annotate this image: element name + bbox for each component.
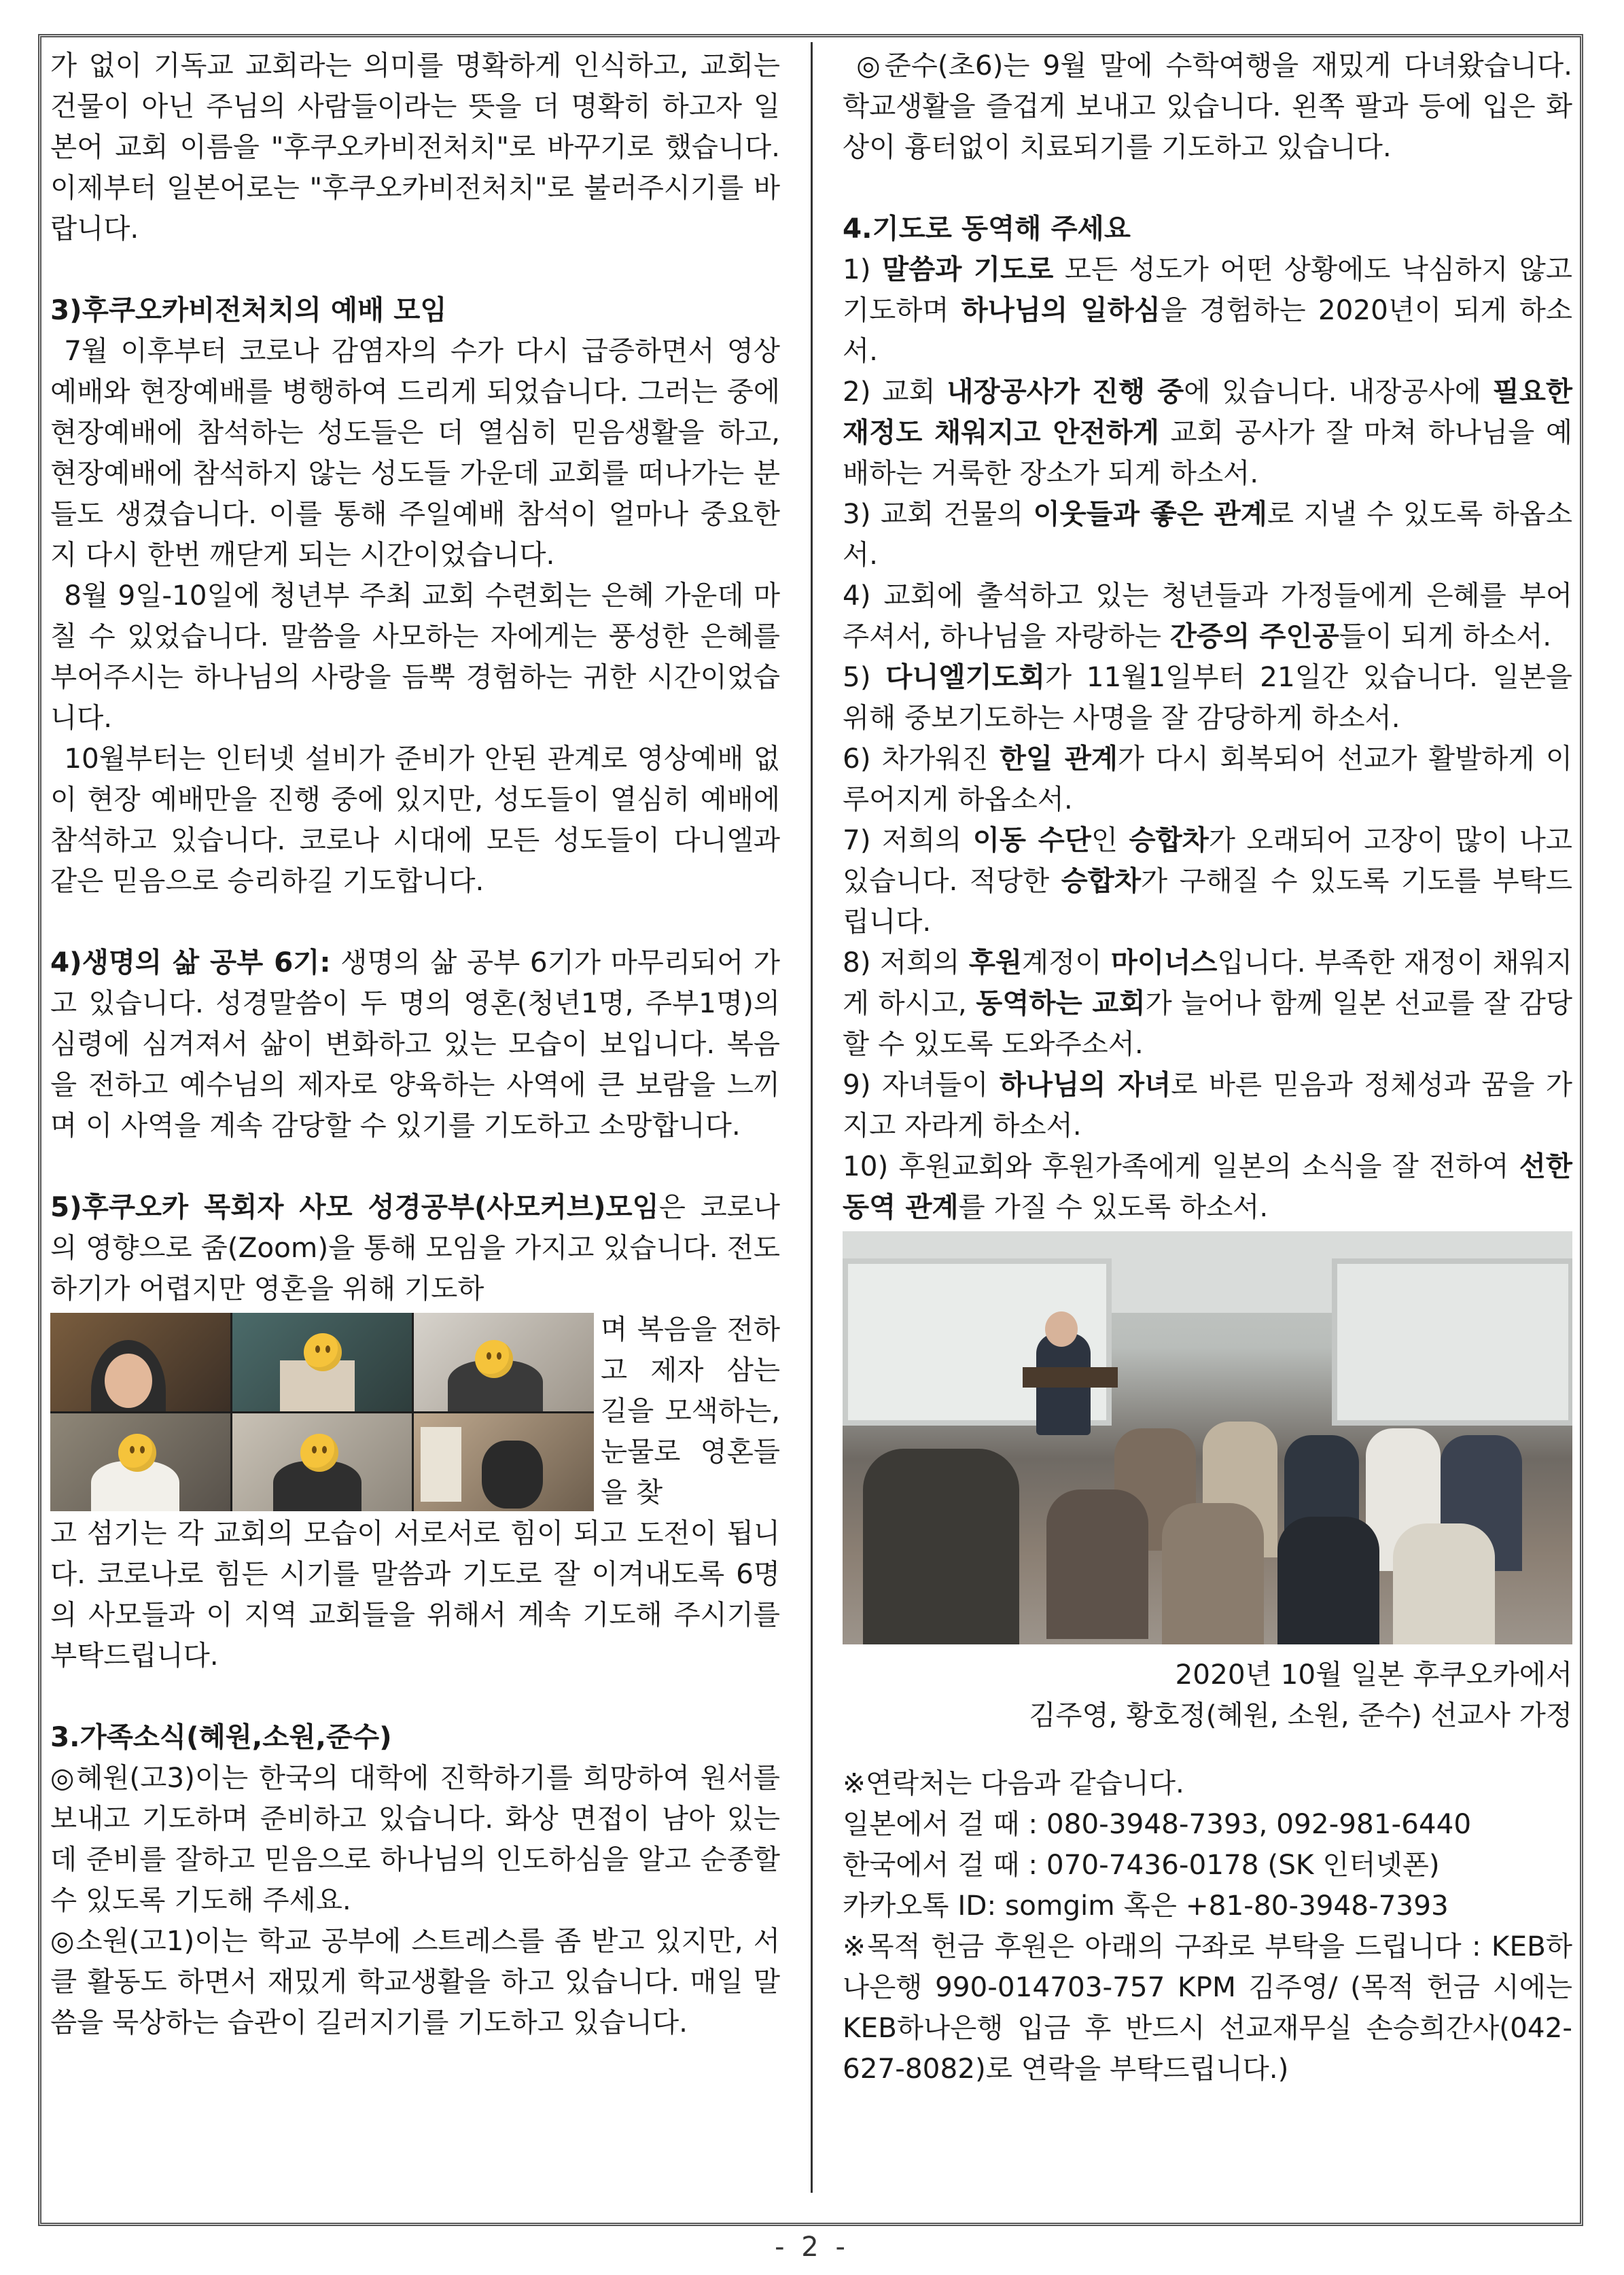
prayer-text: 9) 자녀들이 xyxy=(843,1068,1000,1101)
contact-line: 한국에서 걸 때 : 070-7436-0178 (SK 인터넷폰) xyxy=(843,1848,1440,1881)
contact-line: 카카오톡 ID: somgim 혹은 +81-80-3948-7393 xyxy=(843,1889,1449,1922)
prayer-text: 인 xyxy=(1091,824,1129,856)
column-divider xyxy=(811,42,813,2193)
prayer-emphasis: 동역하는 교회 xyxy=(976,987,1146,1019)
prayer-text: 1) xyxy=(843,253,882,285)
zoom-tile xyxy=(414,1313,594,1411)
right-column xyxy=(843,45,1572,2089)
prayer-text: 가 오래되어 고장이 많이 나고 있습니다. 적당한 xyxy=(843,824,1572,897)
prayer-text: 7) 저희의 xyxy=(843,824,973,856)
prayer-text: 3) 교회 건물의 xyxy=(843,497,1034,530)
prayer-emphasis: 간증의 주인공 xyxy=(1169,620,1339,652)
emoji-face-icon xyxy=(475,1340,513,1378)
s3-paragraph: 7월 이후부터 코로나 감염자의 수가 다시 급증하면서 영상예배와 현장예배를 병행하여 드리게 되었습니다. 그러는 중에 현장예배에 참석하는 성도들은 더 열심히 믿음생활을 하고, 현장예배에 참석하지 않는 성도들 가운데 교회를 떠나가는 분들도 생겼습니다. 이를 통해 주일예배 참석이 얼마나 중요한 지 다시 한번 깨닫게 되는 시간이었습니다. xyxy=(50,334,780,571)
prayer-text: 계정이 xyxy=(1022,946,1111,978)
prayer-emphasis: 승합차 xyxy=(1061,864,1142,897)
prayer-emphasis: 이동 수단 xyxy=(972,824,1091,856)
prayer-item xyxy=(843,493,1572,575)
zoom-meeting-photo xyxy=(50,1313,594,1511)
prayer-text: 모든 성도가 어떤 상황에도 낙심하지 않고 기도하며 xyxy=(843,253,1572,326)
s3-paragraph: 8월 9일-10일에 청년부 주최 교회 수련회는 은혜 가운데 마칠 수 있었습니다. 말씀을 사모하는 자에게는 풍성한 은혜를 부어주시는 하나님의 사랑을 듬뿍 경험하는 귀한 시간이었습니다. xyxy=(50,579,780,734)
prayer-item xyxy=(843,371,1572,493)
prayer-emphasis: 후원 xyxy=(968,946,1023,978)
zoom-tile xyxy=(50,1413,230,1512)
prayer-text: 가 다시 회복되어 선교가 활발하게 이루어지게 하옵소서. xyxy=(843,742,1572,815)
prayer-text: 입니다. 부족한 재정이 채워지게 하시고, xyxy=(843,946,1572,1019)
prayer-emphasis: 한일 관계 xyxy=(999,742,1118,775)
prayer-emphasis: 선한 동역 관계 xyxy=(843,1150,1572,1223)
emoji-face-icon xyxy=(304,1333,342,1371)
prayer-heading: 4.기도로 동역해 주세요 xyxy=(843,212,1131,245)
prayer-item xyxy=(843,738,1572,819)
section-4-text: 생명의 삶 공부 6기가 마무리되어 가고 있습니다. 성경말씀이 두 명의 영혼(청년1명, 주부1명)의 심령에 심겨져서 삶이 변화하고 있는 모습이 보입니다. 복음을 전하고 예수님의 제자로 양육하는 사역에 큰 보람을 느끼며 이 사역을 계속 감당할 수 있기를 기도하고 소망합니다. xyxy=(50,946,780,1142)
prayer-text: 10) 후원교회와 후원가족에게 일본의 소식을 잘 전하여 xyxy=(843,1150,1519,1182)
section-5-text: 은 코로나의 영향으로 줌(Zoom)을 통해 모임을 가지고 있습니다. 전도하기가 어렵지만 영혼을 위해 기도하 xyxy=(50,1191,780,1305)
s3-paragraph: 10월부터는 인터넷 설비가 준비가 안된 관계로 영상예배 없이 현장 예배만을 진행 중에 있지만, 성도들이 열심히 예배에 참석하고 있습니다. 코로나 시대에 모든 성도들이 다니엘과 같은 믿음으로 승리하길 기도합니다. xyxy=(50,742,780,897)
photo-caption-line-1: 2020년 10월 일본 후쿠오카에서 xyxy=(1175,1658,1572,1691)
page-number: - 2 - xyxy=(775,2232,849,2263)
prayer-text: 에 있습니다. 내장공사에 xyxy=(1184,375,1493,408)
prayer-item xyxy=(843,575,1572,656)
contact-line: 일본에서 걸 때 : 080-3948-7393, 092-981-6440 xyxy=(843,1807,1472,1840)
prayer-text: 로 바른 믿음과 정체성과 꿈을 가지고 자라게 하소서. xyxy=(843,1068,1572,1142)
prayer-emphasis: 다니엘기도회 xyxy=(885,660,1045,693)
prayer-text: 4) 교회에 출석하고 있는 청년들과 가정들에게 은혜를 부어 주셔서, 하나님을 자랑하는 xyxy=(843,579,1572,652)
prayer-text: 을 경험하는 2020년이 되게 하소서. xyxy=(843,294,1572,367)
prayer-item xyxy=(843,1146,1572,1227)
family-paragraph: ◎소원(고1)이는 학교 공부에 스트레스를 좀 받고 있지만, 서클 활동도 하면서 재밌게 학교생활을 하고 있습니다. 매일 말씀을 묵상하는 습관이 길러지기를 기도하고 있습니다. xyxy=(50,1924,780,2039)
prayer-text: 들이 되게 하소서. xyxy=(1339,620,1552,652)
prayer-emphasis: 내장공사가 진행 중 xyxy=(947,375,1184,408)
prayer-list xyxy=(843,249,1572,1227)
zoom-tile xyxy=(232,1413,412,1512)
prayer-text: 가 늘어나 함께 일본 선교를 잘 감당할 수 있도록 도와주소서. xyxy=(843,987,1572,1060)
prayer-text: 를 가질 수 있도록 하소서. xyxy=(958,1191,1269,1223)
prayer-emphasis: 하나님의 자녀 xyxy=(999,1068,1171,1101)
junsu-paragraph: ◎준수(초6)는 9월 말에 수학여행을 재밌게 다녀왔습니다. 학교생활을 즐겁게 보내고 있습니다. 왼쪽 팔과 등에 입은 화상이 흉터없이 치료되기를 기도하고 있습니다. xyxy=(843,49,1572,163)
section-4-heading: 4)생명의 삶 공부 6기: xyxy=(50,946,331,978)
prayer-text: 교회 공사가 잘 마쳐 하나님을 예배하는 거룩한 장소가 되게 하소서. xyxy=(843,416,1572,489)
prayer-text: 5) xyxy=(843,660,886,693)
contact-line: ※연락처는 다음과 같습니다. xyxy=(843,1767,1184,1799)
section-5-text-continued: 고 섬기는 각 교회의 모습이 서로서로 힘이 되고 도전이 됩니다. 코로나로 힘든 시기를 말씀과 기도로 잘 이겨내도록 6명의 사모들과 이 지역 교회들을 위해서 계속 기도해 주시기를 부탁드립니다. xyxy=(50,1517,780,1672)
section-4-paragraph xyxy=(50,942,780,1146)
prayer-item xyxy=(843,249,1572,371)
section-3-heading: 3)후쿠오카비전처치의 예배 모임 xyxy=(50,294,447,326)
family-paragraph: ◎혜원(고3)이는 한국의 대학에 진학하기를 희망하여 원서를 보내고 기도하며 준비하고 있습니다. 화상 면접이 남아 있는데 준비를 잘하고 믿음으로 하나님의 인도하심을 알고 순종할 수 있도록 기도해 주세요. xyxy=(50,1761,780,1916)
zoom-tile xyxy=(414,1413,594,1512)
prayer-emphasis: 승합차 xyxy=(1129,824,1209,856)
prayer-text: 6) 차가워진 xyxy=(843,742,1000,775)
zoom-tile xyxy=(232,1313,412,1411)
prayer-text: 8) 저희의 xyxy=(843,946,969,978)
prayer-text: 가 11월1일부터 21일간 있습니다. 일본을 위해 중보기도하는 사명을 잘 감당하게 하소서. xyxy=(843,660,1572,734)
prayer-emphasis: 이웃들과 좋은 관계 xyxy=(1033,497,1267,530)
zoom-meeting-block xyxy=(50,1309,780,1513)
prayer-text: 로 지낼 수 있도록 하옵소서. xyxy=(843,497,1572,571)
section-5-heading: 5)후쿠오카 목회자 사모 성경공부(사모커브)모임 xyxy=(50,1191,659,1223)
prayer-emphasis: 하나님의 일하심 xyxy=(961,294,1161,326)
prayer-item xyxy=(843,1064,1572,1146)
contact-line: ※목적 헌금 후원은 아래의 구좌로 부탁을 드립니다 : KEB하나은행 990-014703-757 KPM 김주영/ (목적 헌금 시에는 KEB하나은행 입금 후 반드시 선교재무실 손승희간사(042-627-8082)로 연락을 부탁드립니다.) xyxy=(843,1930,1572,2085)
prayer-item xyxy=(843,656,1572,738)
intro-paragraph: 가 없이 기독교 교회라는 의미를 명확하게 인식하고, 교회는 건물이 아닌 주님의 사람들이라는 뜻을 더 명확히 하고자 일본어 교회 이름을 "후쿠오카비전처치"로 바꾸기로 했습니다. 이제부터 일본어로는 "후쿠오카비전처치"로 불러주시기를 바랍니다. xyxy=(50,49,780,245)
zoom-tile xyxy=(50,1313,230,1411)
emoji-face-icon xyxy=(300,1434,338,1472)
photo-caption-line-2: 김주영, 황호정(혜원, 소원, 준수) 선교사 가정 xyxy=(1029,1699,1572,1731)
emoji-face-icon xyxy=(118,1434,156,1472)
section-5-paragraph xyxy=(50,1186,780,1309)
family-news-heading: 3.가족소식(혜원,소원,준수) xyxy=(50,1721,392,1753)
prayer-emphasis: 필요한 재정도 채워지고 안전하게 xyxy=(843,375,1573,448)
prayer-emphasis: 마이너스 xyxy=(1110,946,1218,978)
left-column xyxy=(50,45,780,2043)
prayer-item xyxy=(843,819,1572,942)
prayer-emphasis: 말씀과 기도로 xyxy=(882,253,1054,285)
section-5-side-text: 며 복음을 전하고 제자 삼는 길을 모색하는, 눈물로 영혼들을 찾 xyxy=(601,1313,780,1509)
prayer-text: 2) 교회 xyxy=(843,375,947,408)
church-service-photo xyxy=(843,1231,1572,1644)
prayer-item xyxy=(843,942,1572,1064)
prayer-text: 가 구해질 수 있도록 기도를 부탁드립니다. xyxy=(843,864,1572,938)
